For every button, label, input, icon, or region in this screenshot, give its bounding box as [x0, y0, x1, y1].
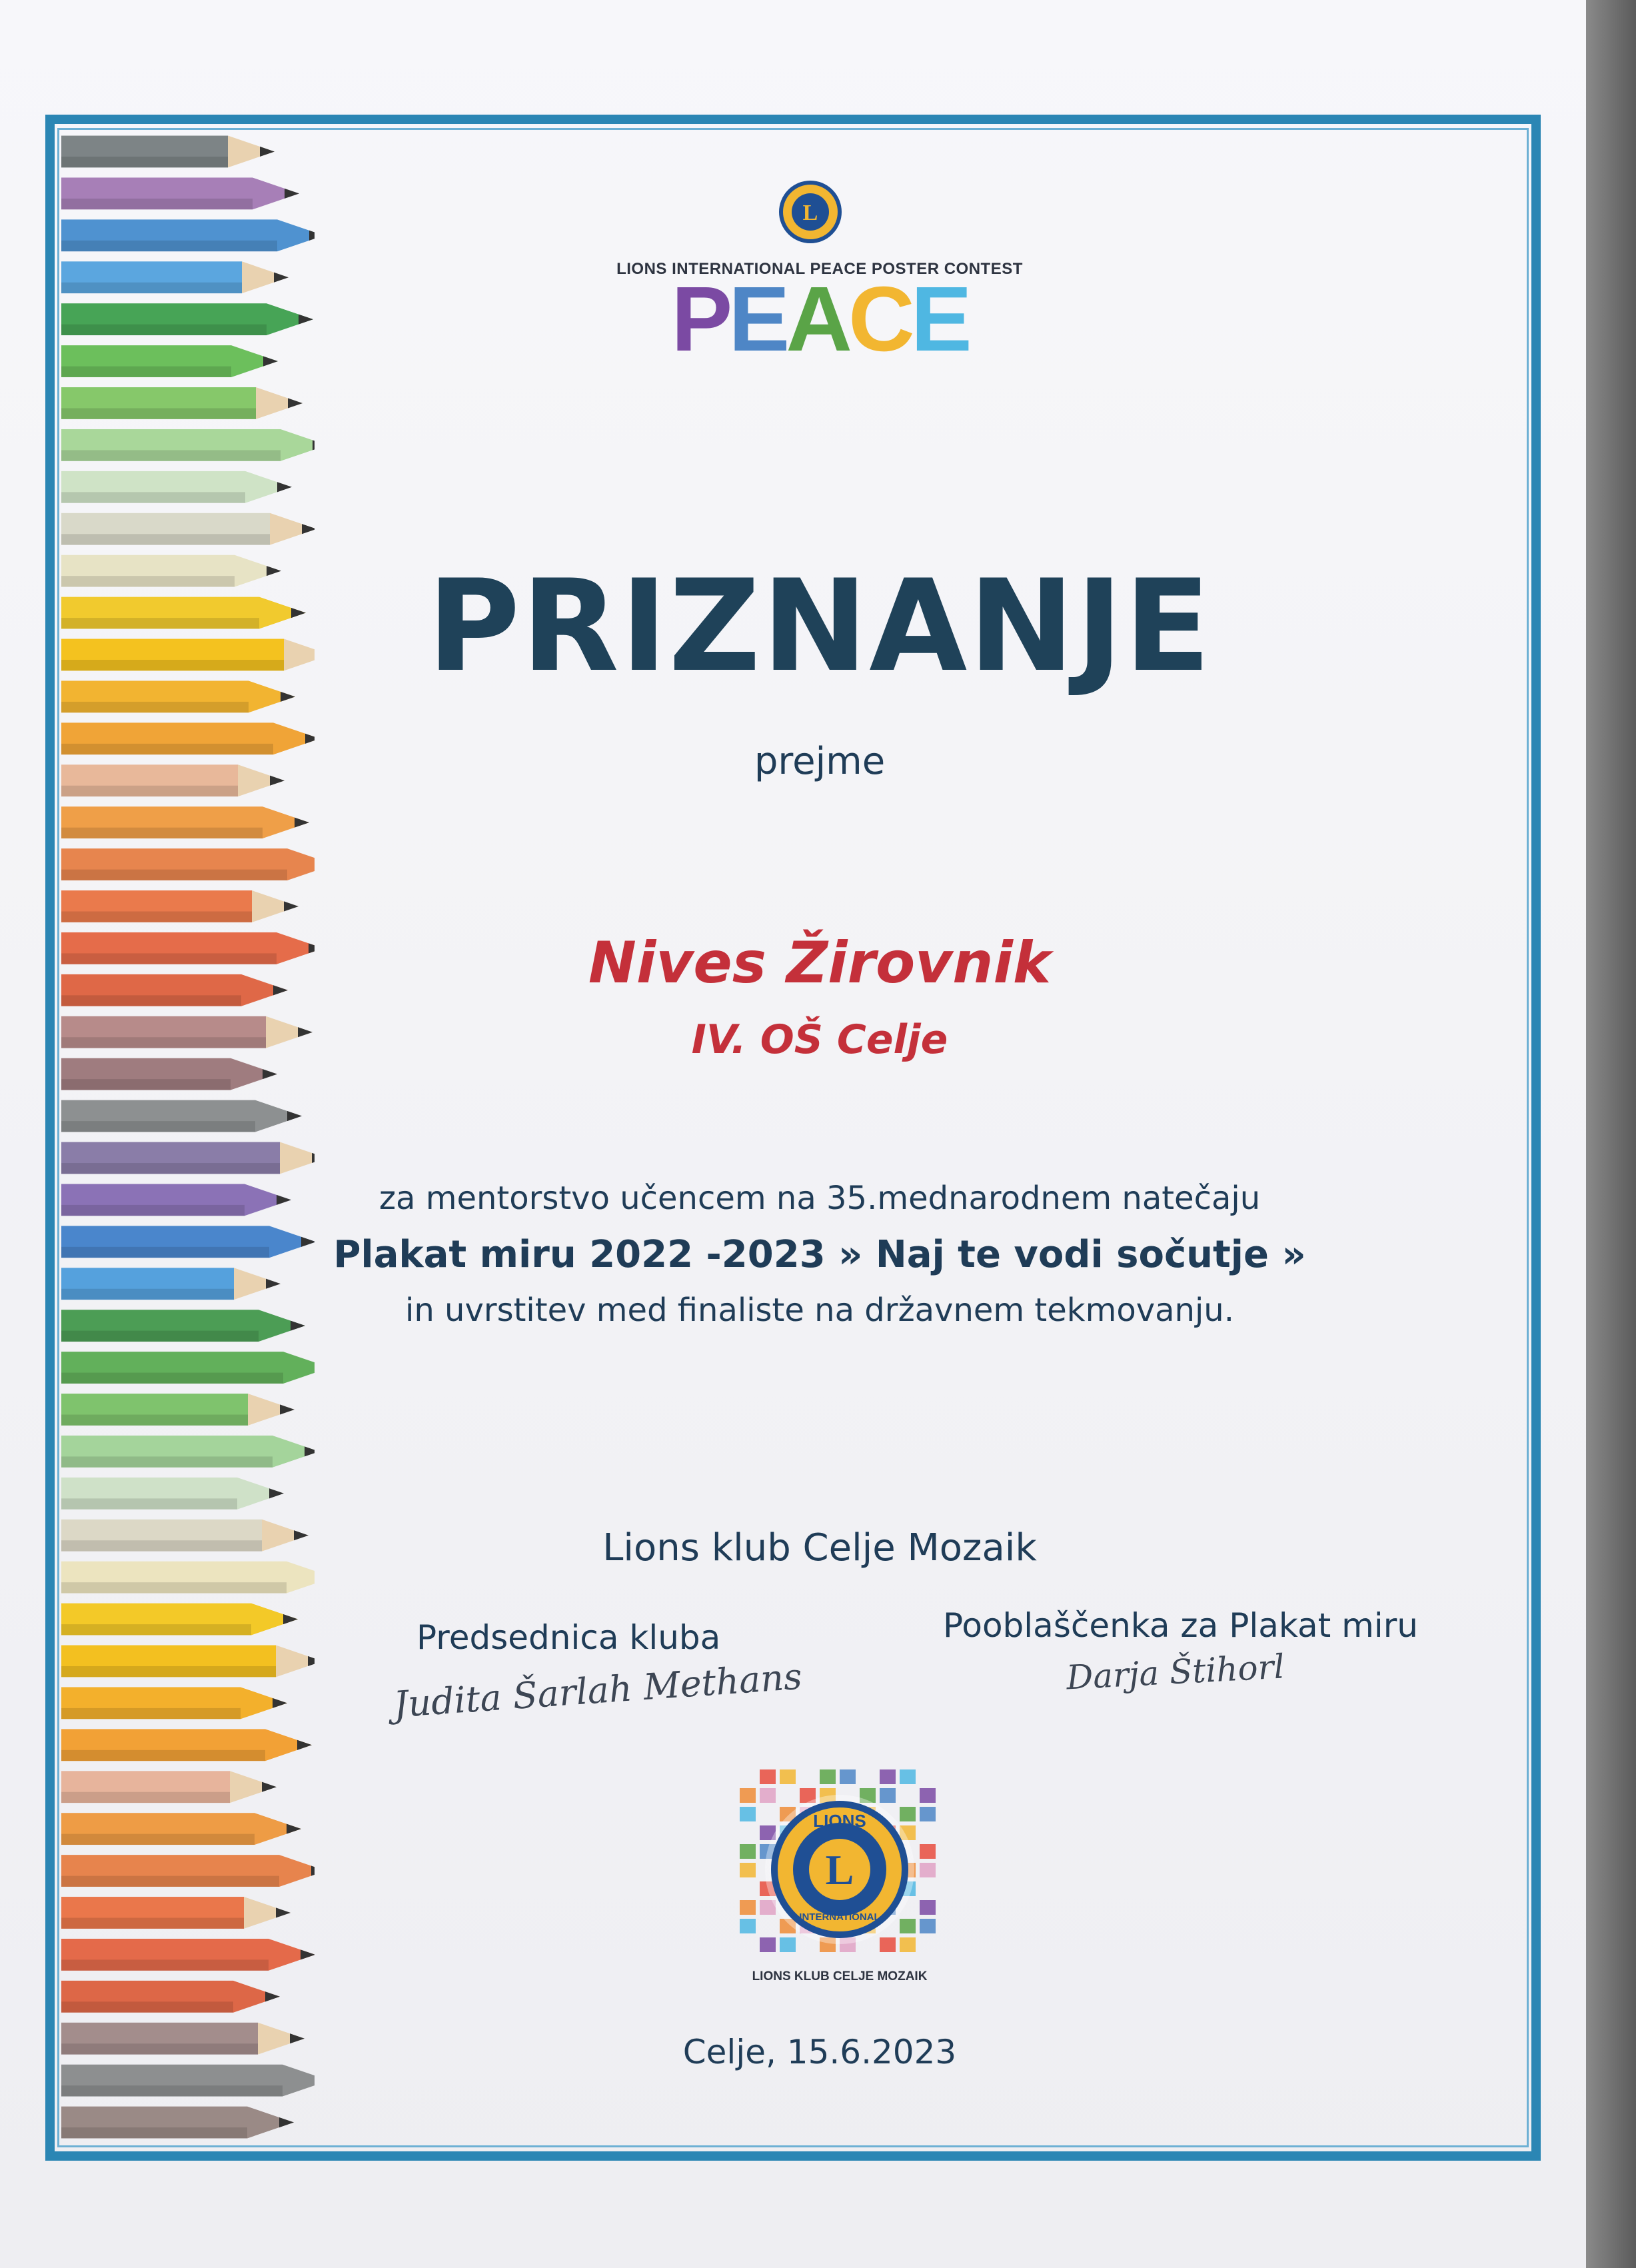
pencil-border-illustration: [61, 131, 315, 2143]
pencil-5: [61, 345, 278, 377]
pencil-28: [61, 1310, 305, 1342]
pencil-23: [61, 1100, 302, 1132]
mosaic-tile: [920, 1807, 936, 1821]
receives-label: prejme: [754, 740, 886, 783]
svg-text:L: L: [802, 201, 818, 225]
pencil-38: [61, 1729, 312, 1761]
pencil-46: [61, 2065, 315, 2097]
pencil-29: [61, 1352, 315, 1384]
mosaic-tile: [780, 1769, 796, 1784]
pencil-1: [61, 177, 299, 209]
description-line-2: Plakat miru 2022 -2023 » Naj te vodi sočutje »: [333, 1233, 1306, 1276]
logo-ring-text-bottom: INTERNATIONAL: [799, 1911, 880, 1923]
svg-text:L: L: [825, 1846, 854, 1893]
mosaic-tile: [880, 1788, 896, 1803]
mosaic-tile: [880, 1937, 896, 1952]
peace-letter-4: E: [910, 268, 968, 371]
pencil-20: [61, 974, 288, 1006]
pencil-14: [61, 722, 315, 754]
pencil-25: [61, 1184, 291, 1216]
background-surface: [1586, 0, 1636, 2268]
description-line-1: za mentorstvo učencem na 35.mednarodnem natečaju: [379, 1180, 1261, 1217]
mosaic-tile: [760, 1769, 776, 1784]
mosaic-tile: [920, 1863, 936, 1877]
pencil-27: [61, 1268, 281, 1300]
pencil-34: [61, 1562, 315, 1594]
pencil-43: [61, 1939, 315, 1971]
president-role: Predsednica kluba: [416, 1618, 721, 1657]
lions-club-mosaic-logo: [740, 1769, 940, 1989]
mosaic-tile: [920, 1844, 936, 1859]
mosaic-tile: [780, 1937, 796, 1952]
recipient-name: Nives Žirovnik: [588, 930, 1052, 996]
pencil-31: [61, 1436, 315, 1468]
pencil-39: [61, 1771, 277, 1803]
mosaic-tile: [880, 1769, 896, 1784]
mosaic-tile: [900, 1769, 916, 1784]
pencil-41: [61, 1855, 315, 1887]
mosaic-tile: [920, 1919, 936, 1933]
pencil-35: [61, 1604, 298, 1636]
pencil-32: [61, 1478, 284, 1510]
description-line-3: in uvrstitev med finaliste na državnem tekmovanju.: [405, 1292, 1234, 1329]
pencil-21: [61, 1016, 313, 1048]
pencil-45: [61, 2023, 305, 2055]
pencil-42: [61, 1897, 291, 1929]
pencil-36: [61, 1646, 315, 1678]
pencil-19: [61, 932, 315, 964]
mosaic-tile: [760, 1788, 776, 1803]
mosaic-tile: [820, 1769, 836, 1784]
pencil-12: [61, 639, 315, 671]
commissioner-role: Pooblaščenka za Plakat miru: [943, 1606, 1418, 1645]
pencil-17: [61, 848, 315, 880]
mosaic-tile: [740, 1863, 756, 1877]
mosaic-tile: [900, 1919, 916, 1933]
pencil-40: [61, 1813, 301, 1845]
mosaic-tile: [740, 1900, 756, 1915]
pencil-2: [61, 219, 315, 251]
contest-name: LIONS INTERNATIONAL PEACE POSTER CONTEST: [616, 260, 1023, 278]
logo-ring-text: LIONS: [813, 1811, 866, 1831]
pencil-9: [61, 513, 315, 545]
peace-letter-1: E: [728, 268, 786, 371]
mosaic-tile: [900, 1807, 916, 1821]
pencil-16: [61, 806, 309, 838]
pencil-22: [61, 1058, 277, 1090]
mosaic-tile: [740, 1844, 756, 1859]
mosaic-tile: [740, 1807, 756, 1821]
pencil-15: [61, 764, 285, 796]
pencil-30: [61, 1394, 295, 1426]
pencil-13: [61, 680, 295, 712]
certificate-title: PRIZNANJE: [427, 553, 1212, 700]
pencil-6: [61, 387, 303, 419]
mosaic-tile: [740, 1788, 756, 1803]
club-name: Lions klub Celje Mozaik: [602, 1526, 1037, 1570]
president-signature: Judita Šarlah Methans: [392, 1655, 804, 1726]
pencil-4: [61, 303, 313, 335]
pencil-10: [61, 555, 281, 587]
peace-letter-2: A: [786, 268, 849, 371]
pencil-0: [61, 136, 275, 168]
commissioner-signature: Darja Štihorl: [1065, 1647, 1285, 1698]
peace-letter-0: P: [671, 268, 729, 371]
pencil-44: [61, 1981, 280, 2013]
mosaic-tile: [840, 1769, 856, 1784]
pencil-8: [61, 471, 292, 503]
mosaic-tile: [920, 1900, 936, 1915]
mosaic-tile: [760, 1937, 776, 1952]
mosaic-tile: [740, 1919, 756, 1933]
pencil-7: [61, 429, 315, 461]
club-logo-caption: LIONS KLUB CELJE MOZAIK: [752, 1969, 928, 1983]
pencil-26: [61, 1226, 315, 1258]
recipient-school: IV. OŠ Celje: [691, 1016, 948, 1063]
place-and-date: Celje, 15.6.2023: [682, 2033, 957, 2071]
peace-letter-3: C: [848, 268, 911, 371]
pencil-24: [61, 1142, 315, 1174]
pencil-18: [61, 890, 299, 922]
pencil-37: [61, 1687, 287, 1719]
lions-logo-icon: [778, 179, 842, 248]
pencil-47: [61, 2107, 294, 2139]
pencil-11: [61, 597, 306, 629]
mosaic-tile: [920, 1788, 936, 1803]
mosaic-tile: [900, 1937, 916, 1952]
pencil-3: [61, 261, 289, 293]
pencil-33: [61, 1520, 309, 1552]
